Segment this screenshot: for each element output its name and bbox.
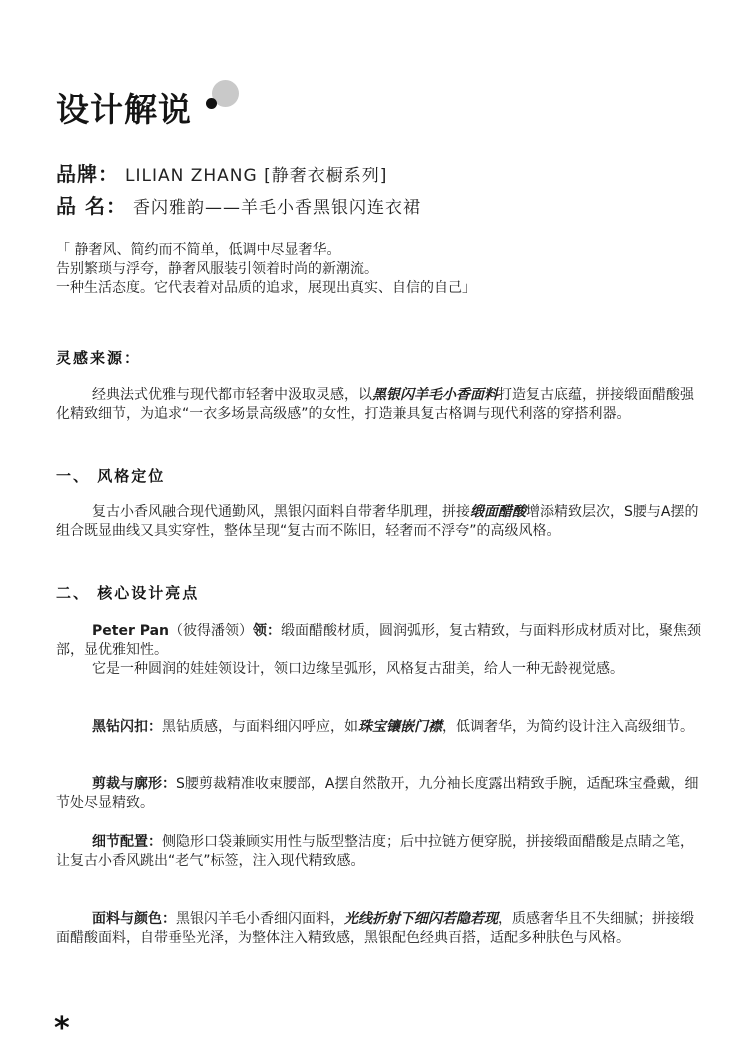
inspiration-text-end: 打造复古底蕴，拼接缎面醋酸强化精致细节，为追求“一衣多场景高级感”的女性，打造兼具复古格调与现代利落的穿搭利器。 (56, 387, 694, 422)
fabric-text-end: ，质感奢华且不失细腻；拼接缎面醋酸面料，自带垂坠光泽，为整体注入精致感，黑银配色经典百搭，适配多种肤色与风格。 (56, 911, 694, 946)
button-text: 黑钻质感，与面料细闪呼应，如 (162, 719, 358, 735)
brand-label: 品牌： (56, 162, 119, 186)
inspiration-heading: 灵感来源： (56, 349, 142, 367)
button-paragraph (56, 718, 702, 737)
cut-label: 剪裁与廓形： (92, 776, 176, 792)
detail-text: 侧隐形口袋兼顾实用性与版型整洁度；后中拉链方便穿脱，拼接缎面醋酸是点睛之笔，让复古小香风跳出“老气”标签，注入现代精致感。 (56, 834, 694, 869)
page-title: 设计解说 (56, 90, 192, 129)
collar-paragraph (56, 622, 702, 679)
decorative-dot-black (206, 98, 217, 109)
quote-line: 告别繁琐与浮夸，静奢风服装引领着时尚的新潮流。 (56, 261, 378, 277)
button-label: 黑钻闪扣： (92, 719, 162, 735)
quote-line: 「 静奢风、简约而不简单，低调中尽显奢华。 (56, 242, 341, 258)
button-emphasis: 珠宝镶嵌门襟 (358, 719, 442, 735)
product-name-line (56, 190, 421, 219)
collar-text-2: 它是一种圆润的娃娃领设计，领口边缘呈弧形，风格复古甜美，给人一种无龄视觉感。 (92, 661, 624, 677)
inspiration-paragraph (56, 386, 702, 424)
brand-line (56, 158, 387, 187)
positioning-heading: 一、 风格定位 (56, 467, 166, 485)
inspiration-emphasis: 黑银闪羊毛小香面料 (372, 387, 498, 403)
positioning-text: 复古小香风融合现代通勤风，黑银闪面料自带奢华肌理，拼接 (92, 504, 470, 520)
collar-label-note: （彼得潘领） (169, 623, 254, 639)
collar-label-end: 领： (253, 623, 282, 639)
inspiration-text: 经典法式优雅与现代都市轻奢中汲取灵感，以 (92, 387, 372, 403)
product-value: 香闪雅韵——羊毛小香黑银闪连衣裙 (132, 198, 421, 218)
collar-text: 缎面醋酸材质，圆润弧形，复古精致，与面料形成材质对比，聚焦颈部，显优雅知性。 (56, 623, 702, 658)
fabric-paragraph (56, 910, 702, 948)
cut-text: S腰剪裁精准收束腰部，A摆自然散开，九分袖长度露出精致手腕，适配珠宝叠戴，细节处尽显精致。 (56, 776, 699, 811)
quote-block (56, 241, 476, 298)
detail-label: 细节配置： (92, 834, 162, 850)
button-text-end: ，低调奢华，为简约设计注入高级细节。 (442, 719, 694, 735)
cut-paragraph (56, 775, 702, 813)
fabric-emphasis: 光线折射下细闪若隐若现 (344, 911, 498, 927)
highlights-heading: 二、 核心设计亮点 (56, 584, 200, 602)
quote-line: 一种生活态度。它代表着对品质的追求，展现出真实、自信的自己」 (56, 280, 476, 296)
positioning-paragraph (56, 503, 702, 541)
collar-label: Peter Pan (92, 623, 170, 639)
positioning-emphasis: 缎面醋酸 (470, 504, 526, 520)
asterisk-mark: * (54, 1011, 70, 1046)
fabric-label: 面料与颜色： (92, 911, 176, 927)
detail-paragraph (56, 833, 702, 871)
positioning-text-end: 增添精致层次，S腰与A摆的组合既显曲线又具实穿性，整体呈现“复古而不陈旧，轻奢而不浮夸”的高级风格。 (56, 504, 699, 539)
product-label: 品 名： (56, 194, 127, 218)
brand-value: LILIAN ZHANG [静奢衣橱系列] (125, 166, 388, 186)
fabric-text: 黑银闪羊毛小香细闪面料， (176, 911, 344, 927)
